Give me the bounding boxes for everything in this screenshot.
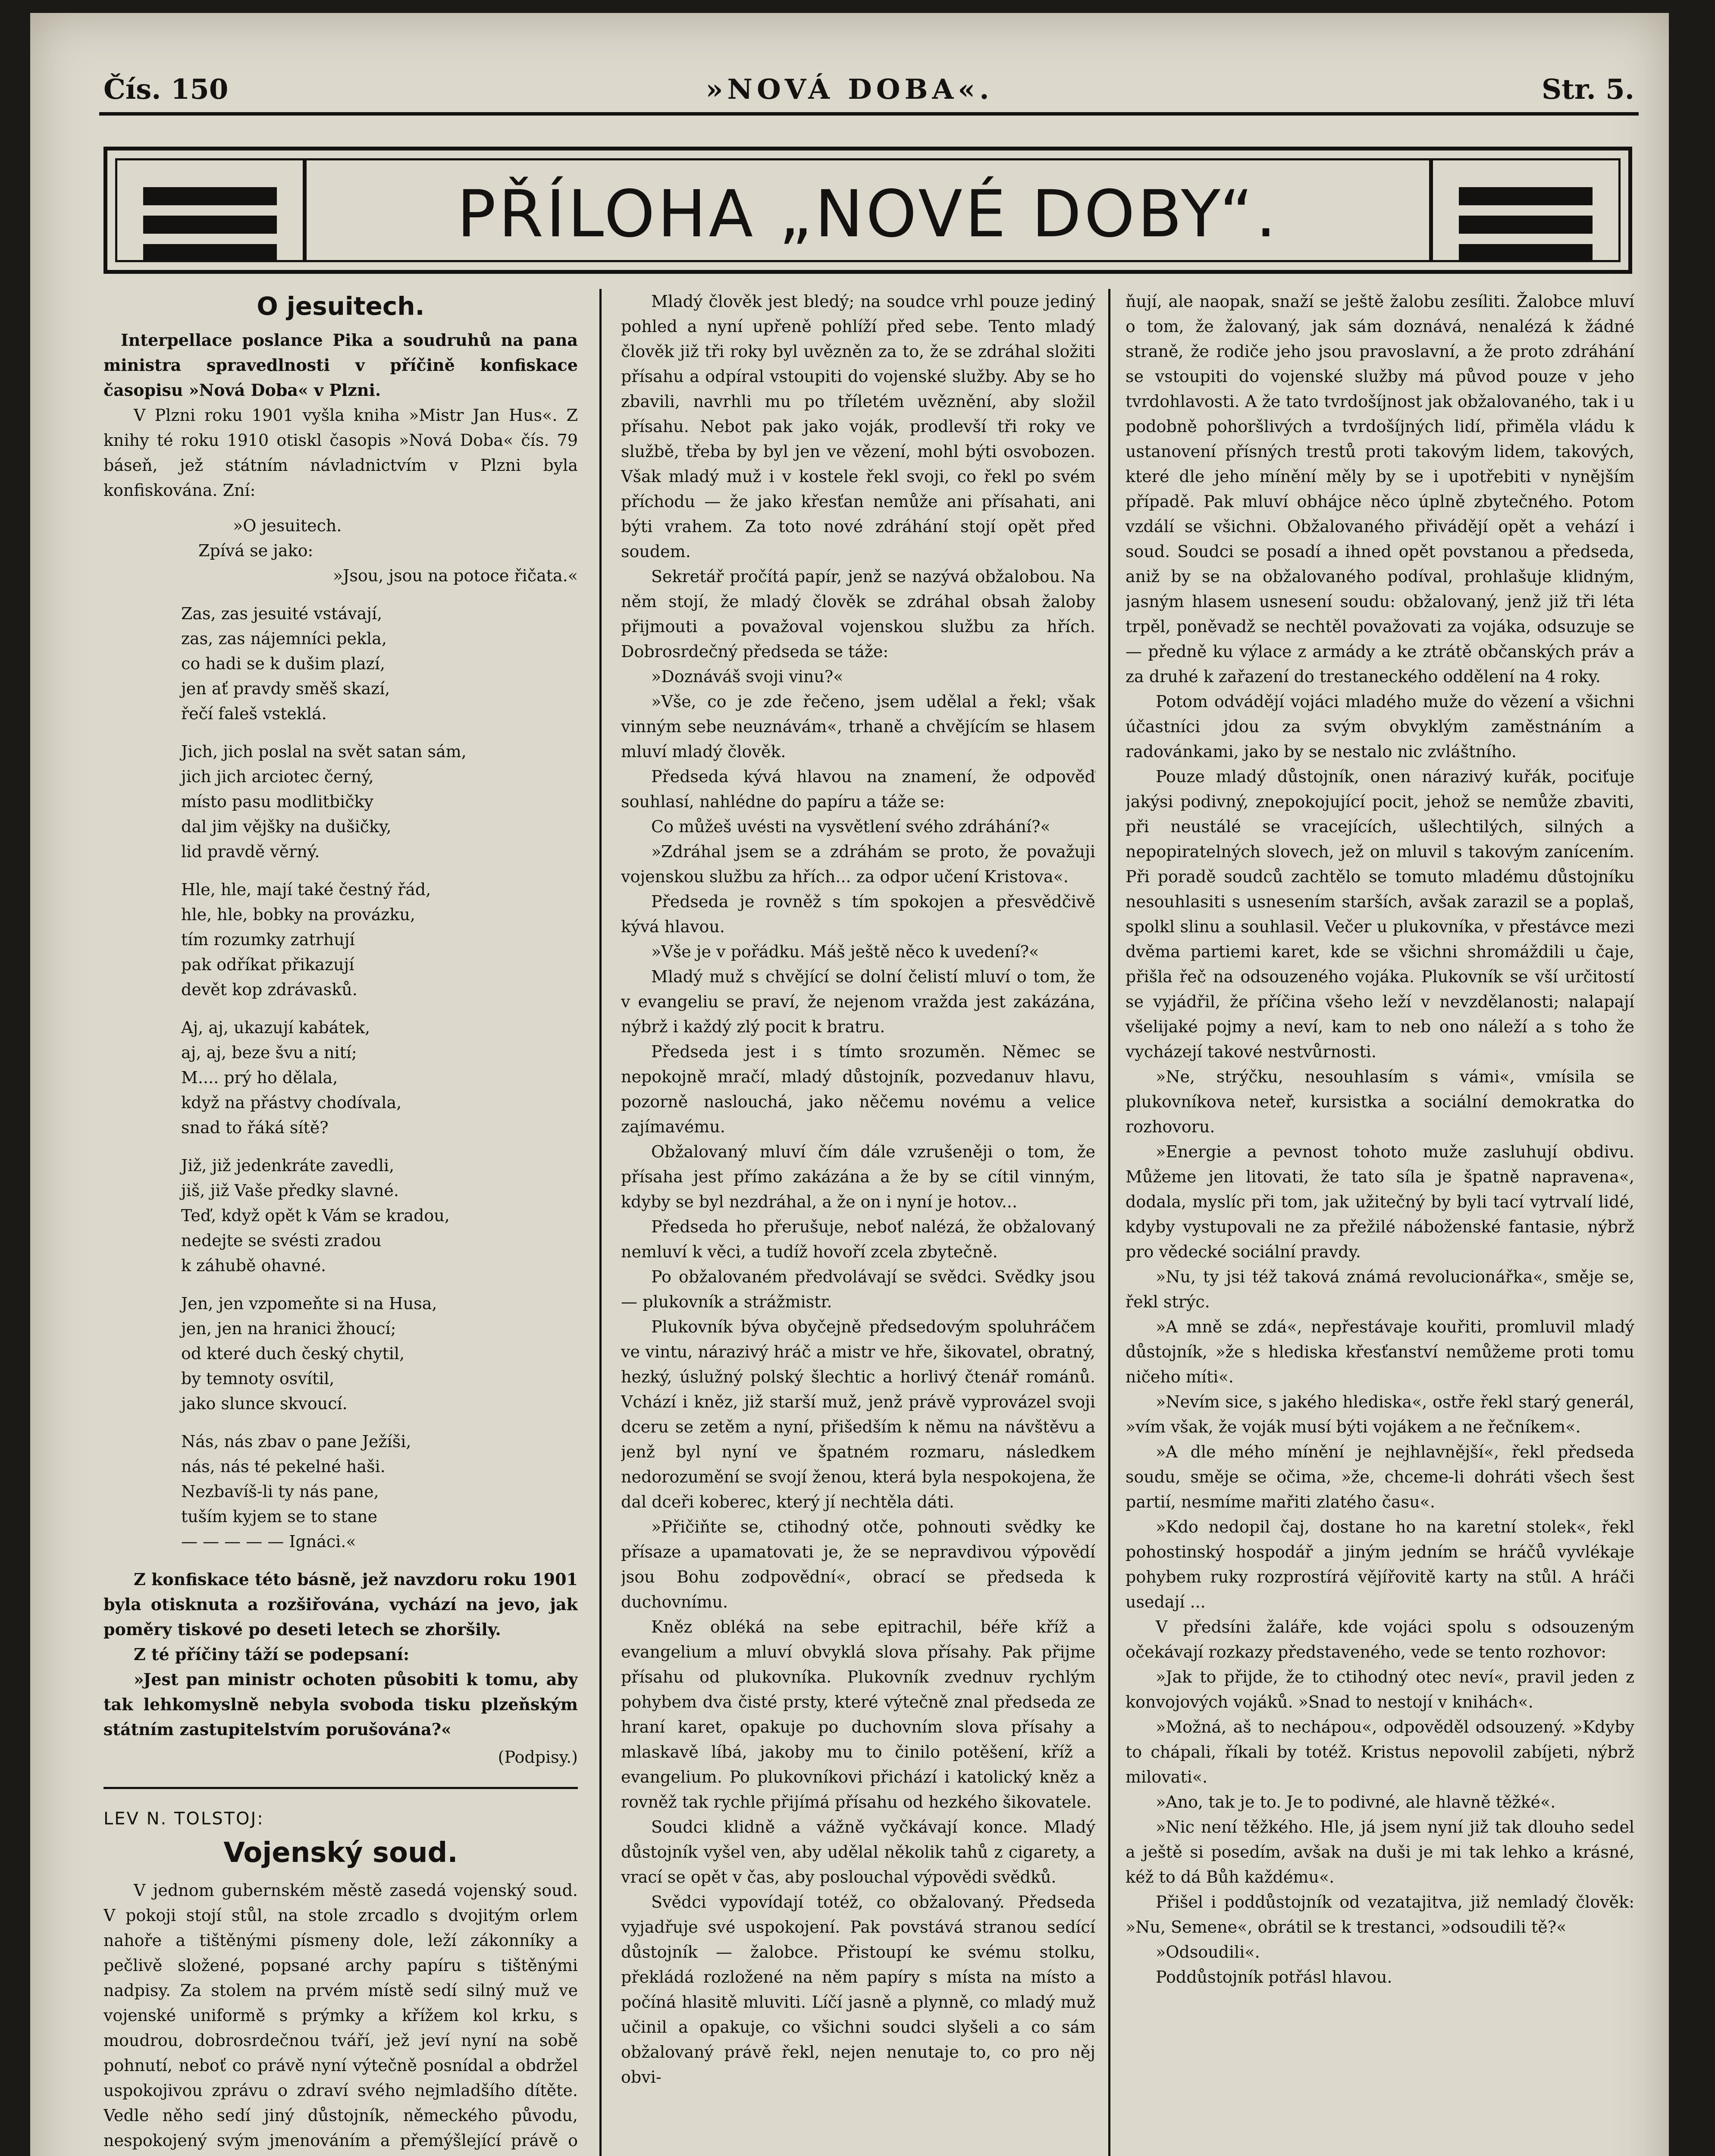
paragraph: »Kdo nedopil čaj, dostane ho na karetní stolek«, řekl pohostinský hospodář a jiným jedním se hráčů vyvlékaje pohybem ruky rozprostírá vějířovitě karty na stůl. A hráči usedají ... [1126, 1517, 1634, 1611]
page-number: Str. 5. [1542, 73, 1634, 106]
poem-stanza: Aj, aj, ukazují kabátek, aj, aj, beze švu a nití; M.... prý ho dělala, když na přástvy chodívala, snad to řáká sítě? [181, 1018, 402, 1137]
paragraph: »Ne, strýčku, nesouhlasím s vámi«, vmísila se plukovníkova neteř, kursistka a sociální demokratka do rozhovoru. [1126, 1067, 1634, 1136]
paragraph: Kněz obléká na sebe epitrachil, béře kříž a evangelium a mluví obvyklá slova přísahy. Pak přijme přísahu od plukovníka. Plukovník zvednuv rychlým pohybem dva čisté prsty, které výtečně znal předseda ze hraní karet, opakuje po duchovním slova přísahy a mlaskavě líbá, jakoby mu to činilo potěšení, kříž a evangelium. Po plukovníkovi přichází i katolický kněz a rovněž tak rychle přijímá přísahu od hezkého šikovatele. [621, 1617, 1095, 1811]
article-author: LEV N. TOLSTOJ: [103, 1809, 264, 1829]
signature: (Podpisy.) [498, 1748, 578, 1767]
poem [181, 513, 578, 1554]
paragraph: V předsíni žaláře, kde vojáci spolu s odsouzeným očekávají rozkazy představeného, vede se tento rozhovor: [1126, 1617, 1634, 1661]
paragraph: »A dle mého mínění je nejhlavnější«, řekl předseda soudu, směje se očima, »že, chceme-li dohráti všech šest partií, nesmíme mařiti zlatého času«. [1126, 1442, 1634, 1511]
banner-ornament-left [117, 160, 307, 260]
column-2 [621, 289, 1095, 2156]
banner-ornament-right [1429, 160, 1618, 260]
paragraph: »Nevím sice, s jakého hlediska«, ostře řekl starý generál, »vím však, že voják musí býti vojákem a ne řečníkem«. [1126, 1392, 1634, 1436]
paragraph: »Nic není těžkého. Hle, já jsem nyní již tak dlouho sedel a ještě si posedím, avšak na duši je mi tak lehko a krásné, kéž to dá Bůh každému«. [1126, 1818, 1634, 1887]
paragraph: »Možná, aš to nechápou«, odpověděl odsouzený. »Kdyby to chápali, říkali by totéž. Kristus nepovolil zabíjeti, nýbrž milovati«. [1126, 1717, 1634, 1786]
paragraph: Předseda kývá hlavou na znamení, že odpověď souhlasí, nahlédne do papíru a táže se: [621, 767, 1095, 811]
poem-stanza: Již, již jedenkráte zavedli, jiš, již Vaše předky slavné. Teď, když opět k Vám se kradou, nedejte se svésti zradou k záhubě ohavné. [181, 1156, 450, 1275]
poem-title: »O jesuitech. [233, 516, 342, 535]
paragraph: Soudci klidně a vážně vyčkávají konce. Mladý důstojník vyšel ven, aby udělal několik tahů z cigarety, a vrací se opět v čas, aby poslouchal výpovědi svědků. [621, 1818, 1095, 1887]
paragraph: ňují, ale naopak, snaží se ještě žalobu zesíliti. Žalobce mluví o tom, že žalovaný, jak sám doznává, nenalézá k žádné straně, že rodiče jeho jsou pravoslavní, a že proto zdráhání se vstoupiti do vojenské služby má původ pouze v jeho tvrdohlavosti. A že tato tvrdošíjnost jak obžalovaného, tak i u podobně pohoršlivých a tvrdošíjných lidí, přiměla vládu k ustanovení přísných trestů proti takovým lidem, takových, které dle jeho mínění měly by se i upotřebiti v nynějším případě. Pak mluví obhájce něco úplně zbytečného. Potom vzdálí se všichni. Obžalovaného přivádějí opět a vehází i soud. Soudci se posadí a ihned opět povstanou a předseda, aniž by se na obžalovaného podíval, prohlašuje klidným, jasným hlasem usnesení soudu: obžalovaný, jenž již tři léta trpěl, poněvadž se nechtěl považovati za vojáka, odsuzuje se — předně ku výlace z armády a ke ztrátě občanských práv a za druhé k zařazení do trestaneckého oddělení na 4 roky. [1126, 292, 1634, 686]
paragraph: Po obžalovaném předvolávají se svědci. Svědky jsou — plukovník a strážmistr. [621, 1267, 1095, 1311]
paragraph: Co můžeš uvésti na vysvětlení svého zdráhání?« [651, 817, 1050, 836]
poem-stanza: Jich, jich poslal na svět satan sám, jich jich arciotec černý, místo pasu modlitbičky dal jim vějšky na dušičky, lid pravdě věrný. [181, 742, 467, 861]
paragraph: Mladý člověk jest bledý; na soudce vrhl pouze jediný pohled a nyní upřeně pohlíží před sebe. Tento mladý člověk již tři roky byl uvězněn za to, že se zdráhal složiti přísahu a odpíral vstoupiti do vojenské služby. Aby se ho zbavili, navrhli mu po tříletém uvěznění, aby složil přísahu. Nebot pak jako voják, prodlevší tři roky ve službě, třeba by byl jen ve vězení, mohl býti osvobozen. Však mladý muž i v kostele řekl svoji, co řekl po svém příchodu — že jako křesťan nemůže ani přísahati, ani býti vrahem. Za toto nové zdráhání stojí opět před soudem. [621, 292, 1095, 561]
newspaper-name: »NOVÁ DOBA«. [705, 73, 994, 106]
paragraph: »Ano, tak je to. Je to podivné, ale hlavně těžké«. [1156, 1792, 1556, 1811]
poem-subtitle: Zpívá se jako: [198, 541, 314, 560]
paragraph: »Zdráhal jsem se a zdráhám se proto, že považuji vojenskou službu za hřích... za odpor učení Kristova«. [621, 842, 1095, 886]
article-separator [103, 1787, 578, 1789]
paragraph: Pouze mladý důstojník, onen nárazivý kuřák, pociťuje jakýsi podivný, znepokojující pocit, jehož se nemůže zbaviti, při neustálé se vracejících, ušlechtilých, silných a nepopiratelných slovech, jež on mluvil s takovým zanícením. Při poradě soudců zachtělo se tomuto mladému důstojníku nesouhlasiti s usnesením starších, avšak zarazil se a poplaš, spolkl slinu a souhlasil. Večer u plukovníka, v přestávce mezi dvěma partiemi karet, kde se všichni shromáždili u čaje, přišla řeč na odsouzeného vojáka. Plukovník se vší určitostí se vyjádřil, že příčina všeho leží v nevzdělanosti; nalapají všelijaké pojmy a neví, kam to neb ono náleží a s toho že vycházejí takové nestvůrnosti. [1126, 767, 1634, 1061]
paragraph: Potom odvádějí vojáci mladého muže do vězení a všichni účastníci jdou za svým obvyklým zaměstnáním a radovánkami, jako by se nestalo nic zvláštního. [1126, 692, 1634, 761]
paragraph: »Nu, ty jsi též taková známá revolucionářka«, směje se, řekl strýc. [1126, 1267, 1634, 1311]
paragraph: Plukovník býva obyčejně předsedovým spoluhráčem ve vintu, nárazivý hráč a mistr ve hře, šikovatel, obratný, hezký, úslužný polský šlechtic a horlivý čtenář románů. Vchází i kněz, již starší muž, jenž právě vyprovázel svoji dceru se zetěm a nyní, přišedším k němu na návštěvu a jenž byl nyní ve špatném rozmaru, následkem nedorozumění se svojí ženou, která byla nespokojena, že dal dceři koberec, který jí nechtěla dáti. [621, 1317, 1095, 1511]
paragraph: Svědci vypovídají totéž, co obžalovaný. Předseda vyjadřuje své uspokojení. Pak povstává stranou sedící důstojník — žalobce. Přistoupí ke svému stolku, překládá rozložené na něm papíry s místa na místo a počíná hlasitě mluviti. Líčí jasně a plynně, co mladý muž učinil a opakuje, co všichni soudci slyšeli a co sám obžalovaný právě řekl, nejen nenutaje to, co pro něj obvi- [621, 1893, 1095, 2087]
paragraph: »A mně se zdá«, nepřestávaje kouřiti, promluvil mladý důstojník, »že s hlediska křesťanství nemůžeme proti tomu ničeho míti«. [1126, 1317, 1634, 1386]
paragraph: »Jak to přijde, že to ctihodný otec neví«, pravil jeden z konvojových vojáků. »Snad to nestojí v knihách«. [1126, 1667, 1634, 1711]
paragraph: Mladý muž s chvějící se dolní čelistí mluví o tom, že v evangeliu se praví, že nejenom vražda jest zakázána, nýbrž i každý zlý pocit k bratru. [621, 967, 1095, 1036]
paragraph: »Přičiňte se, ctihodný otče, pohnouti svědky ke přísaze a upamatovati je, že se nepravdivou výpovědí jsou Bohu zodpovědní«, obrací se předseda k duchovnímu. [621, 1517, 1095, 1611]
column-3 [1126, 289, 1634, 2156]
paragraph: V Plzni roku 1901 vyšla kniha »Mistr Jan Hus«. Z knihy té roku 1910 otiskl časopis »Nová Doba« čís. 79 báseň, jež státním návladnictvím v Plzni byla konfiskována. Zní: [103, 406, 578, 500]
article-intro: Interpellace poslance Pika a soudruhů na pana ministra spravedlnosti v příčině konfiskace časopisu »Nová Doba« v Plzni. [103, 330, 578, 400]
paragraph: Předseda je rovněž s tím spokojen a přesvědčivě kývá hlavou. [621, 892, 1095, 936]
paragraph: Z té příčiny táží se podepsaní: [134, 1645, 410, 1664]
paragraph: Sekretář pročítá papír, jenž se nazývá obžalobou. Na něm stojí, že mladý člověk se zdráhal obsah žaloby přijmouti a považoval vojenskou službu za hřích. Dobrosrdečný předseda se táže: [621, 567, 1095, 661]
poem-stanza: Hle, hle, mají také čestný řád, hle, hle, bobky na provázku, tím rozumky zatrhují pak odříkat přikazují devět kop zdrávasků. [181, 880, 431, 999]
paragraph: Obžalovaný mluví čím dále vzrušeněji o tom, že přísaha jest přímo zakázána a že by se cítil vinným, kdyby se byl nezdráhal, a že on i nyní je hotov... [621, 1142, 1095, 1211]
column-divider [1108, 289, 1110, 2156]
paragraph: Přišel i poddůstojník od vezatajitva, již nemladý člověk: »Nu, Semene«, obrátil se k trestanci, »odsoudili tě?« [1126, 1893, 1634, 1937]
supplement-title: PŘÍLOHA „NOVÉ DOBY“. [457, 177, 1279, 252]
poem-stanza: Nás, nás zbav o pane Ježíši, nás, nás té pekelné haši. Nezbavíš-li ty nás pane, tuším kyjem se to stane — — — — — Ignáci.« [181, 1432, 411, 1551]
paragraph: »Jest pan ministr ochoten působiti k tomu, aby tak lehkomyslně nebyla svoboda tisku plzeňským státním zastupitelstvím porušována?« [103, 1670, 578, 1739]
article-title: Vojenský soud. [223, 1837, 458, 1869]
paragraph: Z konfiskace této básně, jež navzdoru roku 1901 byla otisknuta a rozšiřována, vychází na jevo, jak poměry tiskové po deseti letech se zhoršily. [103, 1570, 578, 1639]
paragraph: »Energie a pevnost tohoto muže zasluhují obdivu. Můžeme jen litovati, že tato síla je špatně napravena«, dodala, myslíc při tom, jak užitečný by byli tací vytrvalí lidé, kdyby vystupovali ne za přežilé náboženské fantasie, nýbrž pro vědecké sociální pravdy. [1126, 1142, 1634, 1261]
article-title: O jesuitech. [257, 291, 425, 321]
column-divider [599, 289, 602, 2156]
paragraph: Předseda jest i s tímto srozuměn. Němec se nepokojně mračí, mladý důstojník, pozvedanuv hlavu, pozorně naslouchá, jako něčemu novému a velice zajímavému. [621, 1042, 1095, 1136]
newspaper-page [30, 13, 1669, 2156]
column-1 [103, 289, 578, 2156]
paragraph: »Odsoudili«. [1156, 1943, 1260, 1962]
supplement-banner [103, 147, 1632, 274]
header-rule [99, 112, 1639, 116]
poem-subtitle: »Jsou, jsou na potoce řičata.« [332, 566, 578, 585]
paragraph: Předseda ho přerušuje, neboť nalézá, že obžalovaný nemluví k věci, a tudíž hovoří zcela zbytečně. [621, 1217, 1095, 1261]
paragraph: V jednom gubernském městě zasedá vojenský soud. V pokoji stojí stůl, na stole zrcadlo s dvojitým orlem nahoře a tištěnými písmeny dole, leží zákonníky a pečlivě složené, popsané archy papíru s tištěnými nadpisy. Za stolem na prvém místě sedí silný muž ve vojenské uniformě s prýmky a křížem kol krku, s moudrou, dobrosrdečnou tváří, jež jeví nyní na sobě pohnutí, neboť co právě nyní výtečně posnídal a obdržel uspokojivou zprávu o zdraví svého nejmladšího dítěte. Vedle něho sedí jiný důstojník, německého původu, nespokojený svým jmenováním a přemýšlející právě o [103, 1881, 578, 2150]
poem-stanza: Jen, jen vzpomeňte si na Husa, jen, jen na hranici žhoucí; od které duch český chytil, by temnoty osvítil, jako slunce skvoucí. [181, 1294, 437, 1413]
paragraph: »Doznáváš svoji vinu?« [651, 667, 843, 686]
paragraph: »Vše je v pořádku. Máš ještě něco k uvedení?« [651, 942, 1039, 961]
paragraph: »Vše, co je zde řečeno, jsem udělal a řekl; však vinným sebe neuznávám«, trhaně a chvějícím se hlasem mluví mladý člověk. [621, 692, 1095, 761]
issue-number: Čís. 150 [103, 73, 229, 106]
paragraph: Poddůstojník potřásl hlavou. [1156, 1968, 1392, 1987]
poem-stanza: Zas, zas jesuité vstávají, zas, zas nájemníci pekla, co hadi se k dušim plazí, jen ať pravdy směš skazí, řečí faleš vsteklá. [181, 604, 390, 723]
